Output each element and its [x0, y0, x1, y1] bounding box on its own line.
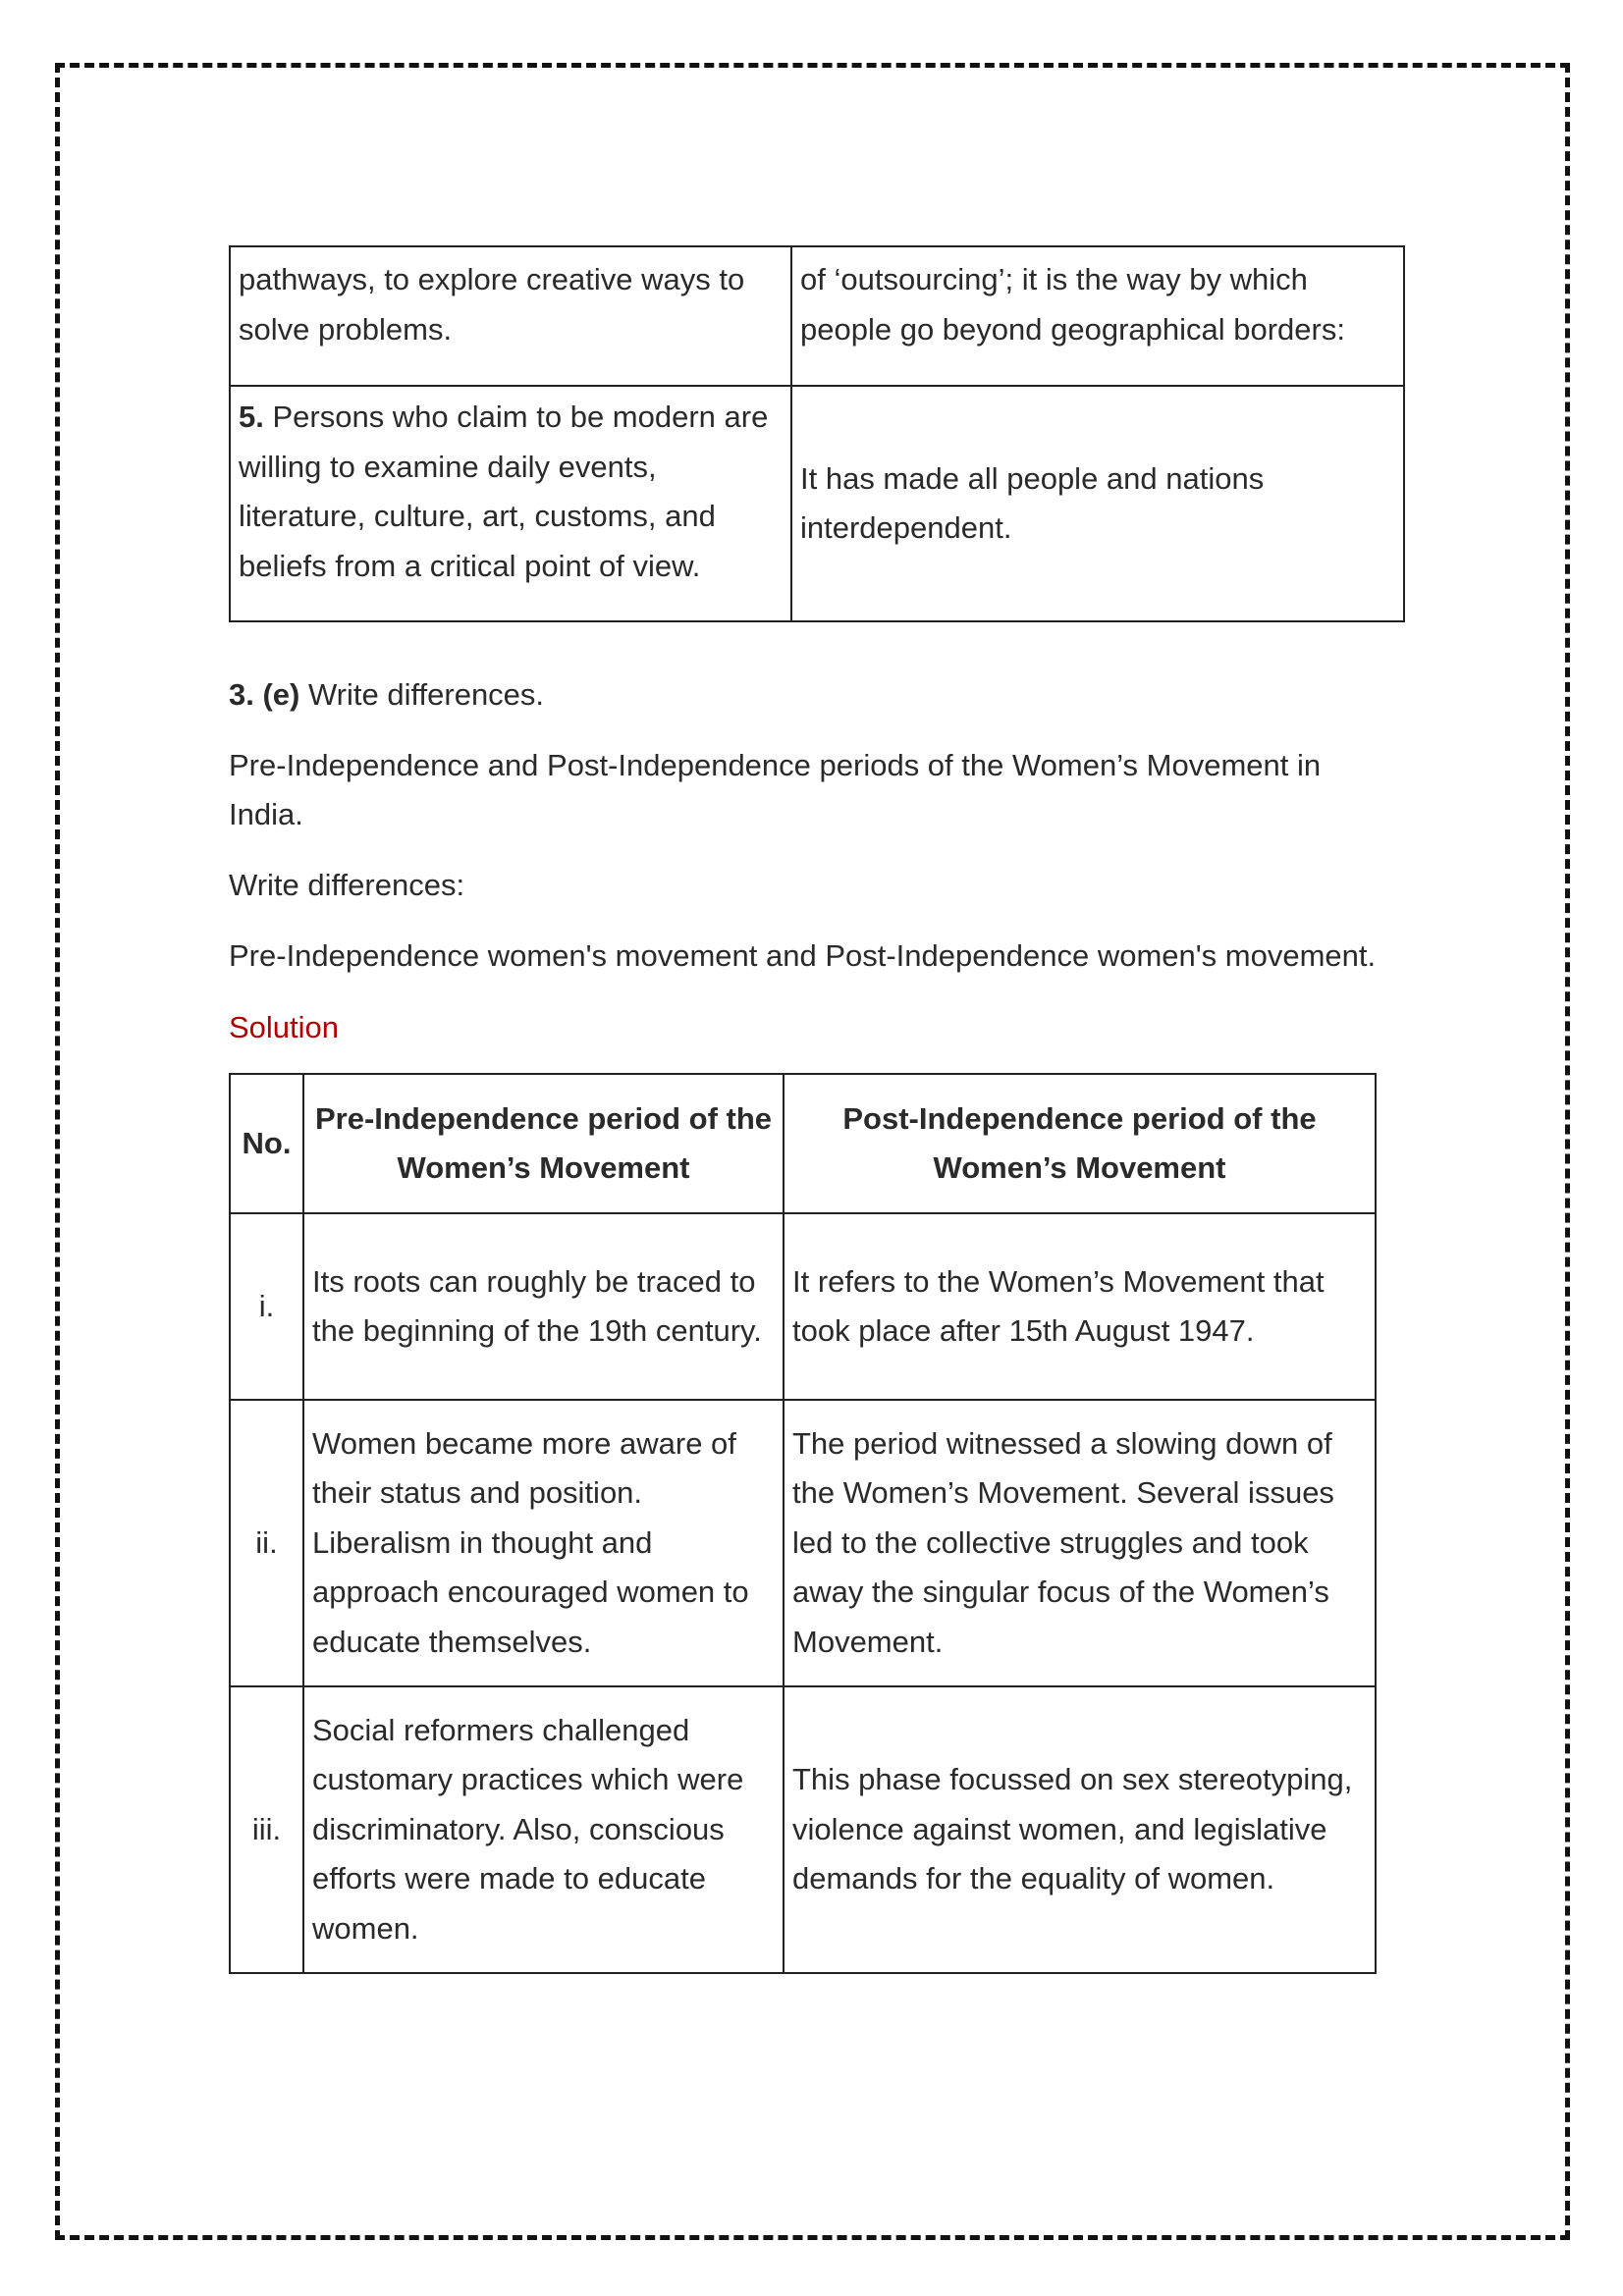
header-no: No.: [230, 1074, 303, 1213]
row-number: ii.: [230, 1400, 303, 1686]
row-number: i.: [230, 1213, 303, 1400]
point-text: Persons who claim to be modern are willing to examine daily events, literature, culture, art, customs, and beliefs from a critical point of view.: [239, 400, 769, 583]
pre-cell: Women became more aware of their status and position. Liberalism in thought and approach encouraged women to educate themselves.: [303, 1400, 784, 1686]
differences-table: [229, 1073, 1377, 1974]
solution-label: Solution: [229, 1010, 340, 1044]
header-post-independence: Post-Independence period of the Women’s Movement: [784, 1074, 1376, 1213]
question-line: Write differences:: [229, 868, 465, 902]
table-cell: [230, 386, 791, 621]
question-line: Pre-Independence women's movement and Post-Independence women's movement.: [229, 938, 1377, 973]
pre-cell: Its roots can roughly be traced to the beginning of the 19th century.: [303, 1213, 784, 1400]
row-number: iii.: [230, 1686, 303, 1973]
table-cell: pathways, to explore creative ways to solve problems.: [230, 246, 791, 386]
table-row: [230, 246, 1404, 386]
table-row: [230, 1400, 1376, 1686]
post-cell: This phase focussed on sex stereotyping, violence against women, and legislative demands for the equality of women.: [784, 1686, 1376, 1973]
header-pre-independence: Pre-Independence period of the Women’s Movement: [303, 1074, 784, 1213]
table-header-row: [230, 1074, 1376, 1213]
question-label: 3. (e): [229, 677, 300, 712]
table-row: [230, 1686, 1376, 1973]
table-row: [230, 386, 1404, 621]
pre-cell: Social reformers challenged customary practices which were discriminatory. Also, conscious efforts were made to educate women.: [303, 1686, 784, 1973]
table-cell: It has made all people and nations interdependent.: [791, 386, 1404, 621]
table-cell: of ‘outsourcing’; it is the way by which people go beyond geographical borders:: [791, 246, 1404, 386]
point-number: 5.: [239, 400, 264, 434]
question-text: Write differences.: [299, 677, 545, 712]
question-heading: [229, 670, 1407, 720]
comparison-table-continued: [229, 245, 1405, 622]
question-line: Pre-Independence and Post-Independence periods of the Women’s Movement in India.: [229, 748, 1322, 831]
post-cell: The period witnessed a slowing down of the Women’s Movement. Several issues led to the collective struggles and took away the singular focus of the Women’s Movement.: [784, 1400, 1376, 1686]
table-row: [230, 1213, 1376, 1400]
post-cell: It refers to the Women’s Movement that took place after 15th August 1947.: [784, 1213, 1376, 1400]
